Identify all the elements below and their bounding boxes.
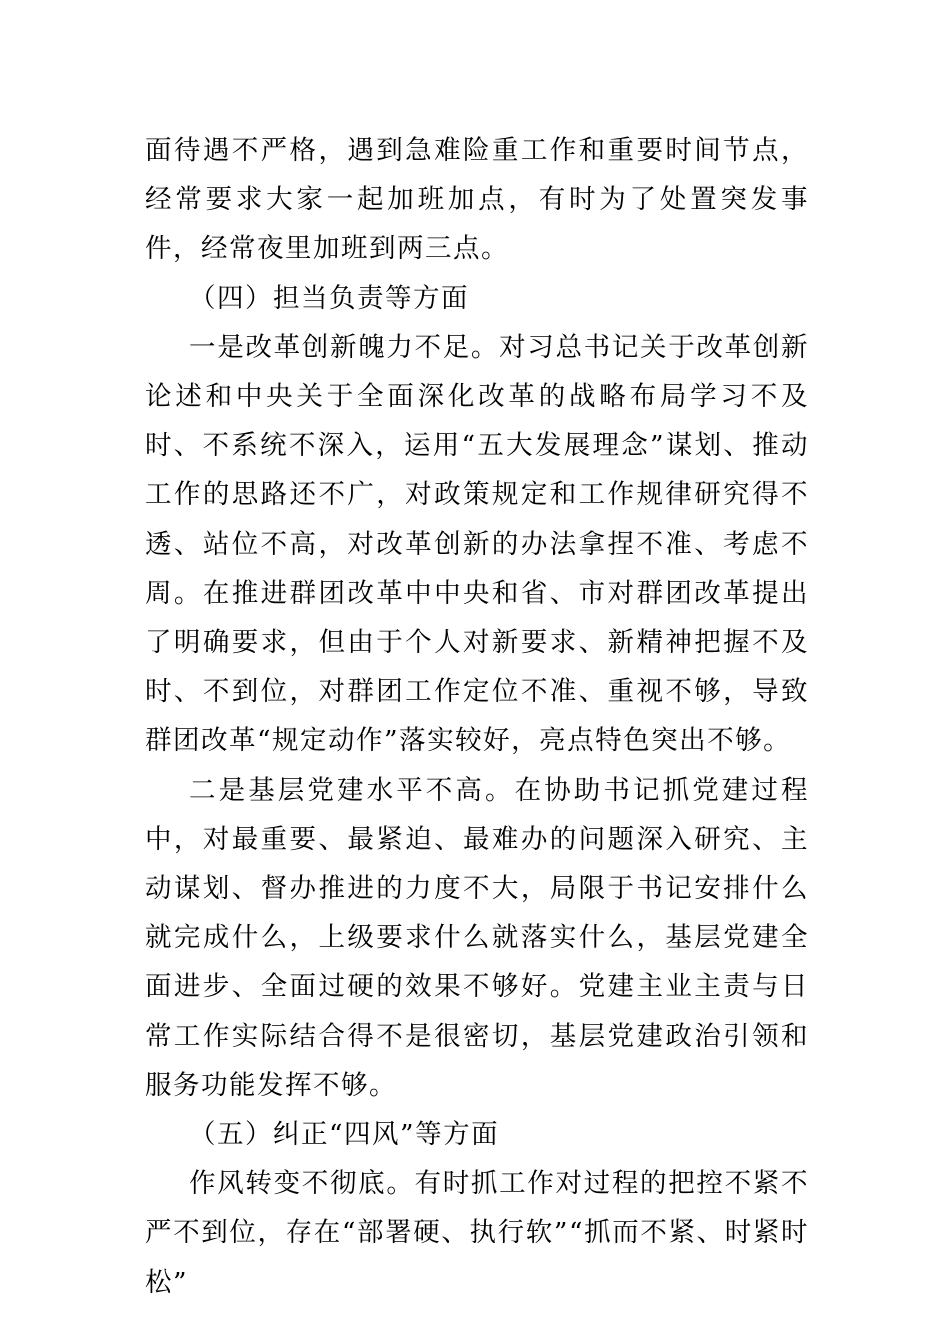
paragraph-party-building: 二是基层党建水平不高。在协助书记抓党建过程中，对最重要、最紧迫、最难办的问题深入研究、主动谋划、督办推进的力度不大，局限于书记安排什么就完成什么，上级要求什么就落实什么，基层党建全面进步、全面过硬的效果不够好。党建主业主责与日常工作实际结合得不是很密切，基层党建政治引领和服务功能发挥不够。 (145, 774, 809, 1101)
paragraph-work-style: 作风转变不彻底。有时抓工作对过程的把控不紧不严不到位，存在“部署硬、执行软”“抓而不紧、时紧时松” (145, 1168, 809, 1298)
document-body (145, 126, 809, 1307)
section-five-heading: （五）纠正“四风”等方面 (189, 1119, 500, 1151)
section-four-heading: （四）担当负责等方面 (189, 282, 469, 314)
paragraph-continuation: 面待遇不严格，遇到急难险重工作和重要时间节点，经常要求大家一起加班加点，有时为了处置突发事件，经常夜里加班到两三点。 (145, 135, 809, 265)
paragraph-reform-innovation: 一是改革创新魄力不足。对习总书记关于改革创新论述和中央关于全面深化改革的战略布局学习不及时、不系统不深入，运用“五大发展理念”谋划、推动工作的思路还不广，对政策规定和工作规律研究得不透、站位不高，对改革创新的办法拿捏不准、考虑不周。在推进群团改革中中央和省、市对群团改革提出了明确要求，但由于个人对新要求、新精神把握不及时、不到位，对群团工作定位不准、重视不够，导致群团改革“规定动作”落实较好，亮点特色突出不够。 (145, 331, 809, 757)
